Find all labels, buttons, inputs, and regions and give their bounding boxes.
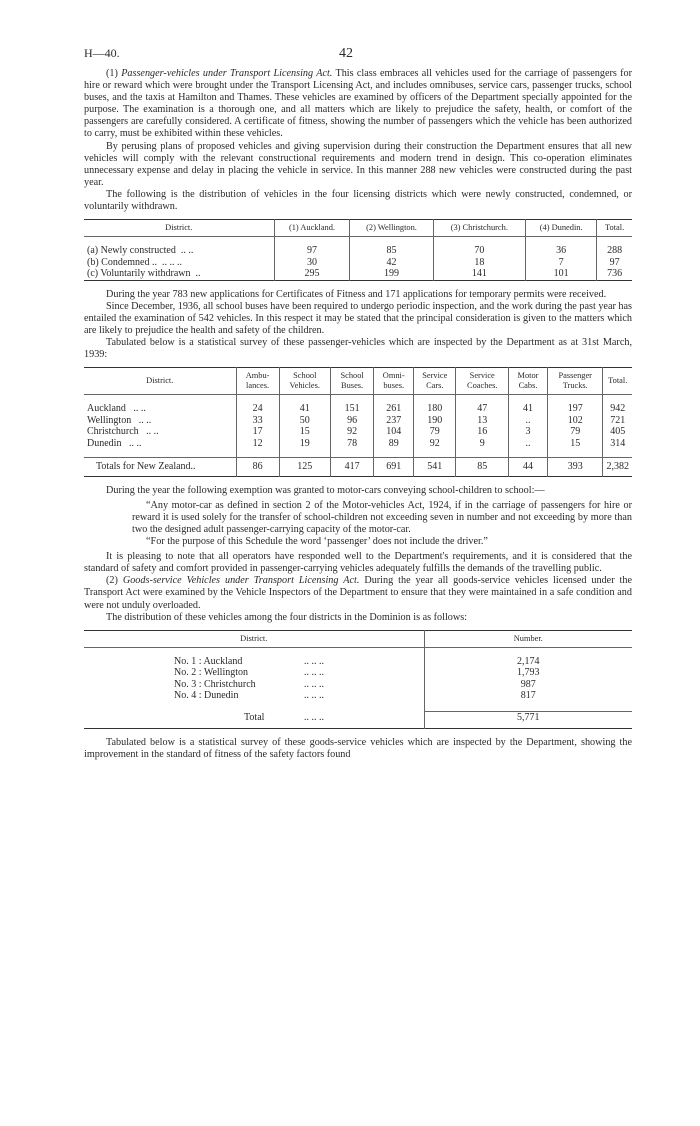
table-cell: 817 <box>424 690 632 702</box>
table-cell: 15 <box>548 438 603 450</box>
table-cell: 97 <box>274 245 350 257</box>
table-cell: 2,382 <box>603 458 632 477</box>
column-header: Service Cars. <box>414 368 456 395</box>
row-label: Auckland <box>87 403 126 415</box>
paragraph-distribution-intro: The following is the distribution of vehicles in the four licensing districts which were newly constructed, condemned, or voluntarily withdrawn. <box>84 188 632 213</box>
leader-dots: .. .. .. <box>304 678 324 690</box>
row-label: Totals for New Zealand.. <box>96 461 196 473</box>
table-cell: 92 <box>330 426 373 438</box>
table-cell: 691 <box>374 458 414 477</box>
table-cell: 41 <box>508 403 547 415</box>
table-cell: 180 <box>414 403 456 415</box>
column-header: Service Coaches. <box>456 368 509 395</box>
table-cell: 47 <box>456 403 509 415</box>
table-cell: 96 <box>330 415 373 427</box>
table-cell: 125 <box>279 458 330 477</box>
table-row <box>84 656 632 668</box>
table-cell: 197 <box>548 403 603 415</box>
quote-paragraph: “For the purpose of this Schedule the word ‘passenger’ does not include the driver.” <box>146 536 488 548</box>
table-row <box>84 438 632 450</box>
table-cell: 104 <box>374 426 414 438</box>
table-cell: 7 <box>526 257 597 269</box>
table-cell: 33 <box>236 415 279 427</box>
row-label: (a) Newly constructed <box>87 245 176 257</box>
paragraph-passenger-vehicles <box>84 68 632 141</box>
column-header: (2) Wellington. <box>350 220 433 237</box>
table-cell: 295 <box>274 268 350 280</box>
table-cell: 393 <box>548 458 603 477</box>
table-cell: 405 <box>603 426 632 438</box>
passenger-vehicles-survey-table <box>84 367 632 477</box>
table-row <box>84 403 632 415</box>
table-row <box>84 679 632 691</box>
paragraph-exemption: During the year the following exemption was granted to motor-cars conveying school-children to school:— <box>106 484 545 496</box>
row-label: No. 4 : Dunedin <box>174 690 239 702</box>
leader-dots: .. .. <box>180 245 194 257</box>
table-cell: 3 <box>508 426 547 438</box>
paragraph-goods-service <box>84 575 632 611</box>
table-header-row <box>84 630 632 647</box>
row-label: Total <box>244 711 265 723</box>
column-header: District. <box>165 223 193 233</box>
paragraph-text: During the year all goods-service vehicles licensed under the Transport Act were examined by the Vehicle Inspectors of the Department to ensure that they were maintained in a safe condition and were not unduly overloaded. <box>84 575 632 611</box>
table-cell: 13 <box>456 415 509 427</box>
leader-dots: .. .. .. <box>304 655 324 667</box>
leader-dots: .. .. <box>128 437 142 449</box>
column-header: District. <box>146 376 174 386</box>
leader-dots: .. .. <box>133 403 146 415</box>
row-label: No. 1 : Auckland <box>174 655 243 667</box>
goods-vehicles-table <box>84 630 632 729</box>
column-header: District. <box>240 633 268 643</box>
column-header: (3) Christchurch. <box>433 220 526 237</box>
table-cell: 70 <box>433 245 526 257</box>
table-cell: 19 <box>279 438 330 450</box>
column-header: (4) Dunedin. <box>526 220 597 237</box>
table-cell: 5,771 <box>424 712 632 729</box>
table-row <box>84 245 632 257</box>
page-header <box>84 46 632 68</box>
column-header: (1) Auckland. <box>274 220 350 237</box>
table-cell: 85 <box>350 245 433 257</box>
leader-dots: .. .. <box>146 426 159 438</box>
table-cell: 151 <box>330 403 373 415</box>
column-header: Number. <box>424 630 632 647</box>
table-cell: 12 <box>236 438 279 450</box>
table-cell: 541 <box>414 458 456 477</box>
table-cell: 44 <box>508 458 547 477</box>
table-cell: 42 <box>350 257 433 269</box>
table-row <box>84 667 632 679</box>
table-cell: 417 <box>330 458 373 477</box>
row-label: Wellington <box>87 414 132 426</box>
column-header: Omni-buses. <box>374 368 414 395</box>
paragraph-operators: It is pleasing to note that all operators have responded well to the Department's requirements, and it is considered that the standard of safety and comfort provided in passenger-carrying vehicles adequately fulfills the demands of the travelling public. <box>84 551 632 575</box>
document-page <box>84 46 632 761</box>
table-cell: 15 <box>279 426 330 438</box>
quoted-exemption <box>132 500 632 548</box>
table-cell: .. <box>508 438 547 450</box>
table-cell: 102 <box>548 415 603 427</box>
paragraph-survey-intro: Tabulated below is a statistical survey of these passenger-vehicles which are inspected by the Department as at 31st March, 1939: <box>84 337 632 361</box>
paragraph-goods-survey-intro: Tabulated below is a statistical survey of these goods-service vehicles which are inspected by the Department, showing the improvement in the standard of fitness of the safety factors found <box>84 736 632 760</box>
column-header: Ambu-lances. <box>236 368 279 395</box>
table-cell: 190 <box>414 415 456 427</box>
section-heading: Goods-service Vehicles under Transport Licensing Act. <box>122 575 360 587</box>
table-row <box>84 257 632 269</box>
table-cell: 721 <box>603 415 632 427</box>
paragraph-text: This class embraces all vehicles used for the carriage of passengers for hire or reward which were brought under the Transport Licensing Act, and includes omnibuses, service cars, passenger trucks, school buses, and the taxis at Hamilton and Thames. These vehicles are examined by officers of the Department specially appointed for the purpose. The examination is a thorough one, and all matters which are likely to prejudice the safety, health, or comfort of the passengers are carefully considered. A certificate of fitness, showing the number of passengers which the vehicle has been authorized to carry, must be exhibited within these vehicles. <box>84 68 632 140</box>
table-row <box>84 426 632 438</box>
column-header: Passenger Trucks. <box>548 368 603 395</box>
table-cell: 237 <box>374 415 414 427</box>
row-label: (b) Condemned .. <box>87 256 157 268</box>
table-cell: 942 <box>603 403 632 415</box>
table-cell: 79 <box>548 426 603 438</box>
leader-dots: .. .. .. <box>162 256 182 268</box>
column-header: School Buses. <box>330 368 373 395</box>
section-heading: Passenger-vehicles under Transport Licensing Act. <box>121 68 333 79</box>
column-header: School Vehicles. <box>279 368 330 395</box>
new-vehicles-table <box>84 219 632 281</box>
paragraph-goods-distribution: The distribution of these vehicles among the four districts in the Dominion is as follows: <box>106 611 468 623</box>
table-cell: 85 <box>456 458 509 477</box>
table-cell: 736 <box>597 268 632 280</box>
table-cell: 141 <box>433 268 526 280</box>
row-label: No. 2 : Wellington <box>174 667 249 679</box>
table-cell: 18 <box>433 257 526 269</box>
table-cell: 86 <box>236 458 279 477</box>
table-header-row <box>84 220 632 237</box>
paragraph-school-buses: Since December, 1936, all school buses have been required to undergo periodic inspection, and the work during the past year has entailed the examination of 542 vehicles. In this respect it may be stated that the principal consideration is given to the matters which are likely to prejudice the health and safety of the children. <box>84 300 632 336</box>
section-label: (2) <box>106 575 123 587</box>
paragraph-applications: During the year 783 new applications for Certificates of Fitness and 171 applications for temporary permits were received. <box>106 288 607 300</box>
document-reference: H—40. <box>84 46 120 60</box>
table-cell: 97 <box>597 257 632 269</box>
row-label: No. 3 : Christchurch <box>174 678 256 690</box>
table-cell: .. <box>508 415 547 427</box>
table-cell: 30 <box>274 257 350 269</box>
table-cell: 9 <box>456 438 509 450</box>
table-cell: 288 <box>597 245 632 257</box>
leader-dots: .. .. .. <box>304 711 324 723</box>
table-cell: 17 <box>236 426 279 438</box>
quote-paragraph: “Any motor-car as defined in section 2 of the Motor-vehicles Act, 1924, if in the carriage of passengers for hire or reward it is used solely for the transfer of school-children not exceeding seven in number and not exceeding by more than two the designed adult passenger-carrying capacity of the motor-car. <box>132 499 632 535</box>
table-cell: 41 <box>279 403 330 415</box>
table-cell: 79 <box>414 426 456 438</box>
table-cell: 89 <box>374 438 414 450</box>
row-label: Dunedin <box>87 437 122 449</box>
table-cell: 78 <box>330 438 373 450</box>
table-cell: 314 <box>603 438 632 450</box>
leader-dots: .. .. .. <box>304 690 324 702</box>
table-row <box>84 690 632 702</box>
table-cell: 36 <box>526 245 597 257</box>
column-header: Motor Cabs. <box>508 368 547 395</box>
table-cell: 199 <box>350 268 433 280</box>
leader-dots: .. <box>195 268 201 280</box>
leader-dots: .. .. <box>138 414 152 426</box>
column-header: Total. <box>603 368 632 395</box>
table-row <box>84 268 632 280</box>
table-row <box>84 415 632 427</box>
section-label: (1) <box>106 68 122 79</box>
row-label: (c) Voluntarily withdrawn <box>87 268 191 280</box>
totals-row <box>84 712 632 729</box>
paragraph-plans: By perusing plans of proposed vehicles and giving supervision during their construction the Department ensures that all new vehicles will comply with the relevant constructional requirements and modern trend in design. This co-operation eliminates unnecessary expense and delay in placing the vehicle in service. In this manner 288 new vehicles were constructed during the past year. <box>84 140 632 188</box>
table-cell: 16 <box>456 426 509 438</box>
table-cell: 50 <box>279 415 330 427</box>
table-cell: 24 <box>236 403 279 415</box>
totals-row <box>84 458 632 477</box>
table-cell: 92 <box>414 438 456 450</box>
row-label: Christchurch <box>87 426 139 438</box>
table-cell: 101 <box>526 268 597 280</box>
table-header-row <box>84 368 632 395</box>
column-header: Total. <box>597 220 632 237</box>
table-cell: 987 <box>424 679 632 691</box>
table-cell: 1,793 <box>424 667 632 679</box>
table-cell: 2,174 <box>424 656 632 668</box>
leader-dots: .. .. .. <box>304 667 324 679</box>
page-number: 42 <box>339 46 353 61</box>
table-cell: 261 <box>374 403 414 415</box>
